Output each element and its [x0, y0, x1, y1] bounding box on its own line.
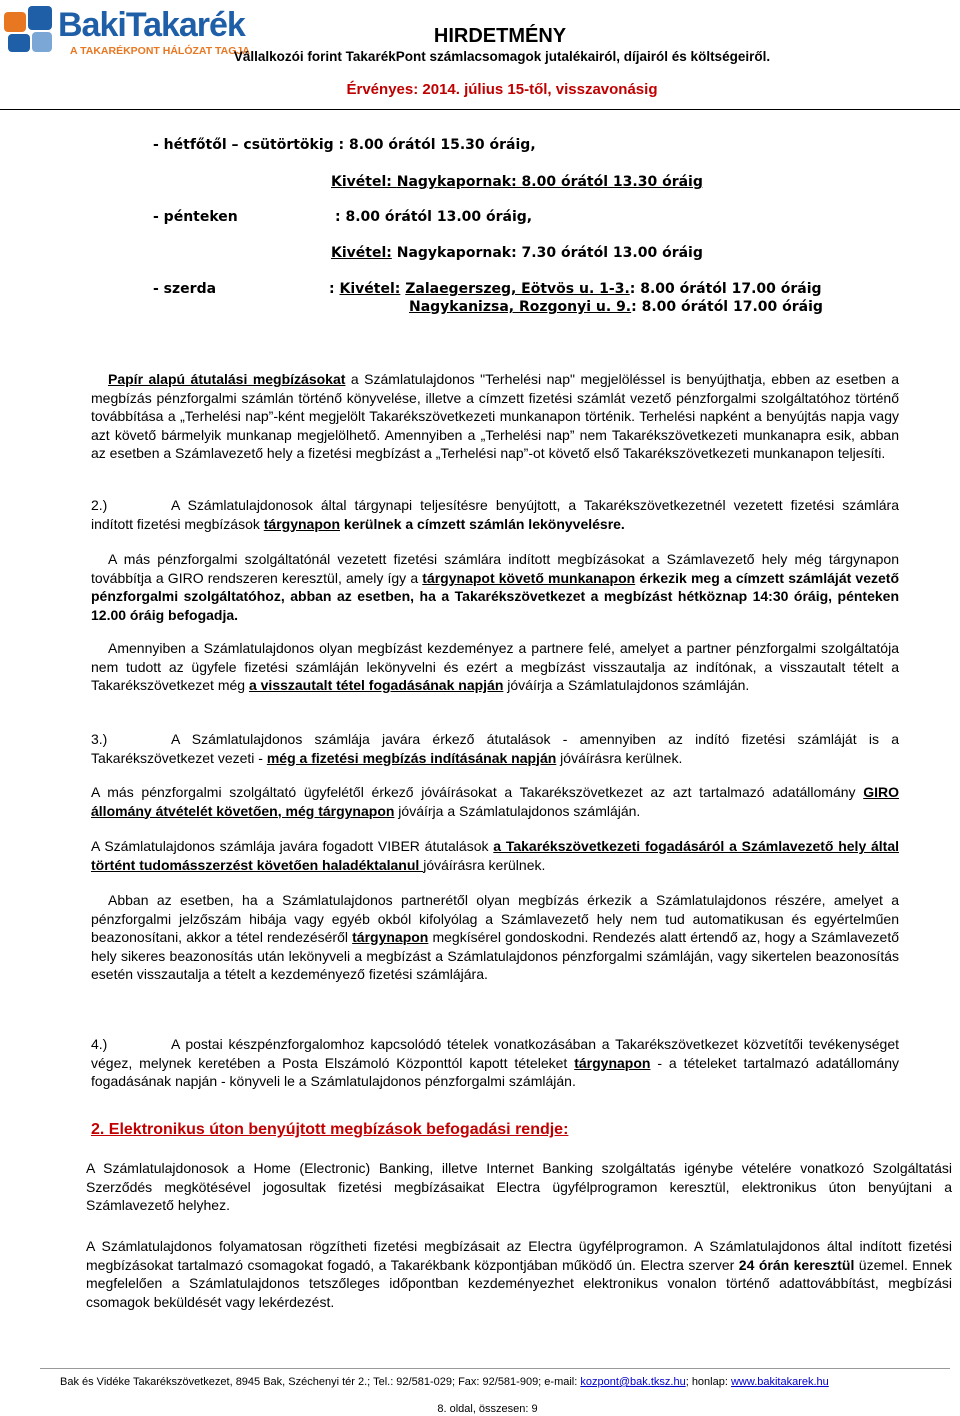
- header-divider: [0, 109, 960, 110]
- validity-line: Érvényes: 2014. július 15-től, visszavonásig: [346, 81, 658, 98]
- paragraph-3: 3.) A Számlatulajdonos számlája javára érkező átutalások - amennyiben az indító fizetési számláját is a Takarékszövetkezet vezeti - még a fizetési megbízás indításának napján jóváírásra kerülnek.: [91, 731, 899, 766]
- page-title: HIRDETMÉNY: [433, 25, 567, 47]
- footer-divider: [40, 1368, 950, 1369]
- email-link[interactable]: kozpont@bak.tksz.hu: [580, 1376, 686, 1388]
- paragraph-other-provider: A más pénzforgalmi szolgáltató ügyfelétől érkező jóváírásokat a Takarékszövetkezet az azt tartalmazó adatállomány GIRO állomány átvételét követően, még tárgynapon jóváírja a Számlatulajdonos számláján.: [91, 784, 899, 819]
- schedule-fri-label: - pénteken: [153, 209, 238, 225]
- logo-wordmark: BakiTakarék: [58, 6, 245, 44]
- paragraph-viber: A Számlatulajdonos számlája javára fogadott VIBER átutalások a Takarékszövetkezeti fogadásáról a Számlavezető hely által történt tudomásszerzést követően haladéktalanul jóváírásra kerülnek.: [91, 838, 900, 873]
- page-subtitle: Vállalkozói forint TakarékPont számlacsomagok jutalékairól, díjairól és költségeiről.: [233, 49, 771, 64]
- paragraph-paper-transfers: Papír alapú átutalási megbízásokat a Számlatulajdonos "Terhelési nap" megjelöléssel is benyújthatja, ebben az esetben a megbízás pénzforgalmi számlán történő könyvelése, illetve a címzett fizetési számlát vezető pénzforgalmi szolgáltatóhoz történő továbbítása a „Terhelési nap”-ként megjelölt Takarékszövetkezeti munkanapon történik. Terhelési napként a benyújtás napja vagy azt követő bármelyik munkanap megjelölhető. Amennyiben a „Terhelési nap” nem Takarékszövetkezeti munkanapra esik, abban az esetben a Számlavezető hely a fizetési megbízást a „Terhelési nap”-ot követő első Takarékszövetkezeti munkanapon teljesíti.: [91, 371, 899, 461]
- schedule-fri: : 8.00 órától 13.00 óráig,: [335, 209, 533, 225]
- page-number: 8. oldal, összesen: 9: [437, 1403, 538, 1415]
- schedule-mon-thu: - hétfőtől – csütörtökig : 8.00 órától 15.30 óráig,: [153, 137, 536, 153]
- schedule-wed-label: - szerda: [153, 281, 217, 297]
- schedule-wed: : Kivétel: Zalaegerszeg, Eötvös u. 1-3.: 8.00 órától 17.00 óráig: [329, 281, 822, 297]
- paragraph-returned: Amennyiben a Számlatulajdonos olyan megbízást kezdeményez a partnere felé, amelyet a partner pénzforgalmi szolgáltatója nem tudott az ügyfele fizetési számláján lekönyvelni és ezért a megbízást visszautalja az indítónak, a visszautalt tételt a Takarékszövetkezet még a visszautalt tétel fogadásának napján jóváírja a Számlatulajdonos számláján.: [91, 640, 899, 693]
- section-2-paragraph-1: A Számlatulajdonosok a Home (Electronic) Banking, illetve Internet Banking szolgáltatás igénybe vételére vonatkozó Szolgáltatási Szerződés megkötésével jogosultak fizetési megbízásaikat Electra ügyfélprogramon keresztül, elektronikus úton benyújtani a Számlavezető helyhez.: [86, 1160, 952, 1213]
- paragraph-unidentified: Abban az esetben, ha a Számlatulajdonos partnerétől olyan megbízás érkezik a Számlatulajdonos részére, amelyet a pénzforgalmi jelzőszám hibája vagy egyéb okból kifolyólag a Számlavezető hely nem tud automatikusan és egyértelműen beazonosítani, akkor a tétel rendezéséről tárgynapon megkísérel gondoskodni. Rendezés alatt értendő az, hogy a Számlavezető hely sikeres beazonosítás után lekönyveli a megbízást a Számlatulajdonos pénzforgalmi számláján, vagy sikertelen beazonosítás esetén visszautalja a tételt a kezdeményező fizetési számlájára.: [91, 892, 899, 982]
- footer-contact: Bak és Vidéke Takarékszövetkezet, 8945 Bak, Széchenyi tér 2.; Tel.: 92/581-029; Fax: 92/581-909; e-mail: kozpont@bak.tksz.hu; honlap: www.bakitakarek.hu: [60, 1376, 829, 1388]
- schedule-fri-exception: Kivétel: Nagykapornak: 7.30 órától 13.00 óráig: [331, 245, 703, 261]
- paragraph-giro: A más pénzforgalmi szolgáltatónál vezetett fizetési számlára indított megbízásokat a Számlavezető hely még tárgynapon továbbítja a GIRO rendszeren keresztül, amely így a tárgynapot követő munkanapon érkezik meg a címzett számláját vezető pénzforgalmi szolgáltatóhoz, abban az esetben, ha a Takarékszövetkezet a megbízást hétköznap 14:30 óráig, pénteken 12.00 óráig befogadja.: [91, 551, 899, 623]
- section-2-paragraph-2: A Számlatulajdonos folyamatosan rögzítheti fizetési megbízásait az Electra ügyfélprogramon. A Számlatulajdonos által indított fizetési megbízásokat tartalmazó csomagokat fogadó, a Takarékbank központjában működő ún. Electra szerver 24 órán keresztül üzemel. Ennek megfelelően a Számlatulajdonos tetszőleges időpontban kezdeményezhet elektronikus vonalon történő adattovábbítást, megbízási csomagok beküldését vagy lekérdezést.: [86, 1238, 952, 1310]
- website-link[interactable]: www.bakitakarek.hu: [730, 1376, 829, 1388]
- paragraph-2: 2.) A Számlatulajdonosok által tárgynapi teljesítésre benyújtott, a Takarékszövetkezetnél vezetett fizetési számlára indított fizetési megbízások tárgynapon kerülnek a címzett számlán lekönyvelésre.: [91, 497, 899, 532]
- logo-tagline: A TAKARÉKPONT HÁLÓZAT TAGJA: [70, 45, 250, 57]
- paragraph-4: 4.) A postai készpénzforgalomhoz kapcsolódó tételek vonatkozásában a Takarékszövetkezet közvetítői tevékenységet végez, melynek keretében a Posta Elszámoló Központtól kapott tételeket tárgynapon - a tételeket tartalmazó adatállomány fogadásának napján - könyveli le a Számlatulajdonos pénzforgalmi számláján.: [91, 1036, 899, 1089]
- section-2-heading: 2. Elektronikus úton benyújtott megbízások befogadási rendje:: [91, 1121, 569, 1138]
- schedule-wed-2: Nagykanizsa, Rozgonyi u. 9.: 8.00 órától 17.00 óráig: [409, 299, 823, 315]
- schedule-mon-thu-exception: Kivétel: Nagykapornak: 8.00 órától 13.30 óráig: [331, 174, 703, 190]
